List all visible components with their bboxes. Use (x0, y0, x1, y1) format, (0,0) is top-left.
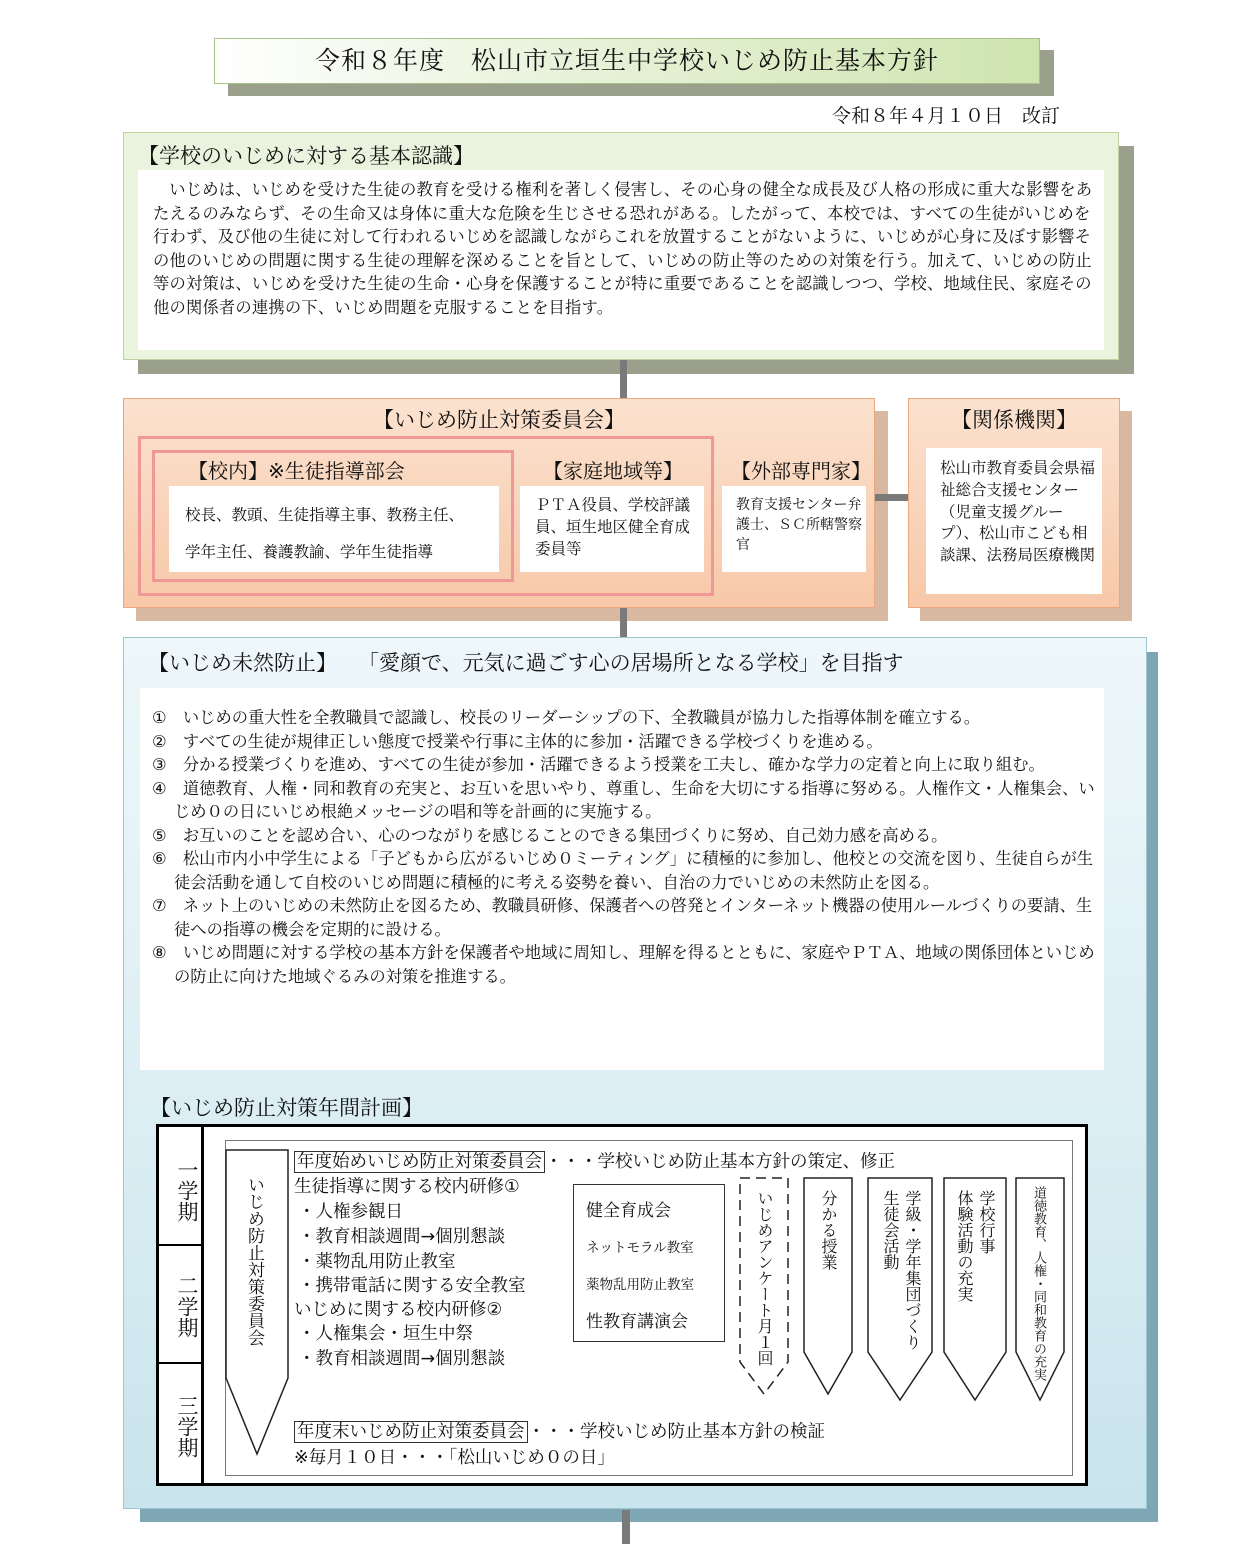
list-item: ⑧ いじめ問題に対する学校の基本方針を保護者や地域に周知し、理解を得るとともに、家庭やＰＴＡ、地域の関係団体といじめの防止に向けた地域ぐるみの対策を推進する。 (152, 943, 1095, 986)
event-item: 健全育成会 (586, 1201, 671, 1221)
external-experts-text: 教育支援センター弁護士、ＳＣ所轄警察官 (736, 497, 862, 553)
event-item: ネットモラル教室 (586, 1240, 694, 1256)
event-item: 薬物乱用防止教室 (586, 1277, 694, 1293)
training-2: いじめに関する校内研修② (294, 1300, 503, 1320)
basic-recognition-text: いじめは、いじめを受けた生徒の教育を受ける権利を著しく侵害し、その心身の健全な成長及び人格の形成に重大な影響をあたえるのみならず、その生命又は身体に重大な危険を生じさせる恐れがある。したがって、本校では、すべての生徒がいじめを行わず、及び他の生徒に対して行われるいじめを認識しながらこれを放置することがないように、いじめが心身に及ぼす影響その他のいじめの問題に関する生徒の理解を深めることを旨として、いじめの防止等のための対策を行う。加えて、いじめの防止等の対策は、いじめを受けた生徒の生命・心身を保護することが特に重要であることを認識しつつ、学校、地域住民、家庭その他の関係者の連携の下、いじめ問題を克服することを目指す。 (153, 180, 1093, 317)
training-1: 生徒指導に関する校内研修① (294, 1177, 520, 1197)
committee-arrow-label: いじめ防止対策委員会 (244, 1176, 264, 1346)
list-item: ・薬物乱用防止教室 (298, 1252, 456, 1272)
event-item: 性教育講演会 (586, 1312, 688, 1332)
start-meeting: 年度始めいじめ防止対策委員会 (294, 1151, 545, 1173)
school-members-line1: 校長、教頭、生徒指導主事、教務主任、 (185, 506, 465, 524)
arrow-moral-label: 道徳教育、人権・同和教育の充実 (1031, 1186, 1046, 1381)
term-divider (159, 1244, 201, 1246)
connector-line (875, 494, 911, 501)
revision-date: 令和８年４月１０日 改訂 (831, 105, 1060, 127)
arrow-classes-label: 分かる授業 (819, 1190, 838, 1270)
arrow-events-label-1: 学校行事 (977, 1190, 996, 1254)
term-3: 三学期 (175, 1394, 199, 1458)
start-meeting-line (294, 1148, 895, 1173)
end-meeting-suffix: ・・・学校いじめ防止基本方針の検証 (527, 1422, 825, 1442)
list-item: ・携帯電話に関する安全教室 (298, 1276, 526, 1296)
related-agencies-heading: 【関係機関】 (951, 408, 1077, 432)
start-meeting-suffix: ・・・学校いじめ防止基本方針の策定、修正 (545, 1152, 895, 1172)
committee-heading: 【いじめ防止対策委員会】 (373, 408, 625, 432)
list-item: ・人権集会・垣生中祭 (298, 1324, 473, 1344)
list-item: ⑥ 松山市内小中学生による「子どもから広がるいじめ０ミーティング」に積極的に参加し、他校との交流を図り、生徒自らが生徒会活動を通して自校のいじめ問題に積極的に考える姿勢を養い、自治の力でいじめの未然防止を図る。 (152, 849, 1094, 892)
list-item: ⑤ お互いのことを認め合い、心のつながりを感じることのできる集団づくりに努め、自己効力感を高める。 (152, 825, 948, 845)
term-2: 二学期 (175, 1274, 199, 1338)
arrow-events (942, 1176, 1008, 1404)
annual-plan-heading: 【いじめ防止対策年間計画】 (150, 1096, 423, 1120)
list-item: ① いじめの重大性を全教職員で認識し、校長のリーダーシップの下、全教職員が協力した指導体制を確立する。 (152, 708, 981, 727)
arrow-group-label-1: 学級・学年集団づくり (903, 1190, 922, 1350)
term-1: 一学期 (175, 1158, 199, 1222)
school-members-line2: 学年主任、養護教諭、学年生徒指導 (185, 543, 434, 561)
prevention-heading: 【いじめ未然防止】 「愛顔で、元気に過ごす心の居場所となる学校」を目指す (148, 651, 904, 675)
end-meeting-line (294, 1418, 825, 1443)
basic-recognition-heading: 【学校のいじめに対する基本認識】 (138, 144, 474, 168)
school-heading: 【校内】※生徒指導部会 (188, 459, 405, 483)
connector-line (620, 360, 627, 400)
home-community-heading: 【家庭地域等】 (543, 459, 683, 483)
home-community-text: ＰＴＡ役員、学校評議員、垣生地区健全育成委員等 (535, 496, 691, 558)
list-item: ④ 道徳教育、人権・同和教育の充実と、お互いを思いやり、尊重し、生命を大切にする指導に努める。人権作文・人権集会、いじめ０の日にいじめ根絶メッセージの唱和等を計画的に実施する。 (152, 778, 1095, 821)
list-item: ⑦ ネット上のいじめの未然防止を図るため、教職員研修、保護者への啓発とインターネット機器の使用ルールづくりの要請、生徒への指導の機会を定期的に設ける。 (152, 896, 1093, 939)
page-title: 令和８年度 松山市立垣生中学校いじめ防止基本方針 (214, 38, 1040, 84)
related-agencies-text: 松山市教育委員会県福祉総合支援センター（児童支援グループ）、松山市こども相談課、法務局医療機関 (940, 459, 1096, 565)
arrow-events-label-2: 体験活動の充実 (955, 1190, 974, 1302)
monthly-day: ※毎月１０日・・・「松山いじめ０の日」 (294, 1448, 615, 1468)
survey-label: いじめアンケート月１回 (755, 1190, 774, 1366)
list-item: ・人権参観日 (298, 1202, 403, 1222)
term-divider (159, 1362, 201, 1364)
list-item: ・教育相談週間→個別懇談 (298, 1349, 506, 1369)
prevention-list (152, 706, 1102, 988)
connector-line (622, 1510, 630, 1544)
arrow-group-label-2: 生徒会活動 (881, 1190, 900, 1270)
list-item: ③ 分かる授業づくりを進め、すべての生徒が参加・活躍できるよう授業を工夫し、確かな学力の定着と向上に取り組む。 (152, 755, 1045, 774)
list-item: ② すべての生徒が規律正しい態度で授業や行事に主体的に参加・活躍できる学校づくりを進める。 (152, 731, 883, 751)
external-experts-heading: 【外部専門家】 (731, 459, 871, 483)
list-item: ・教育相談週間→個別懇談 (298, 1227, 506, 1247)
arrow-group (866, 1176, 934, 1404)
end-meeting: 年度末いじめ防止対策委員会 (294, 1421, 528, 1443)
connector-line (620, 608, 627, 638)
